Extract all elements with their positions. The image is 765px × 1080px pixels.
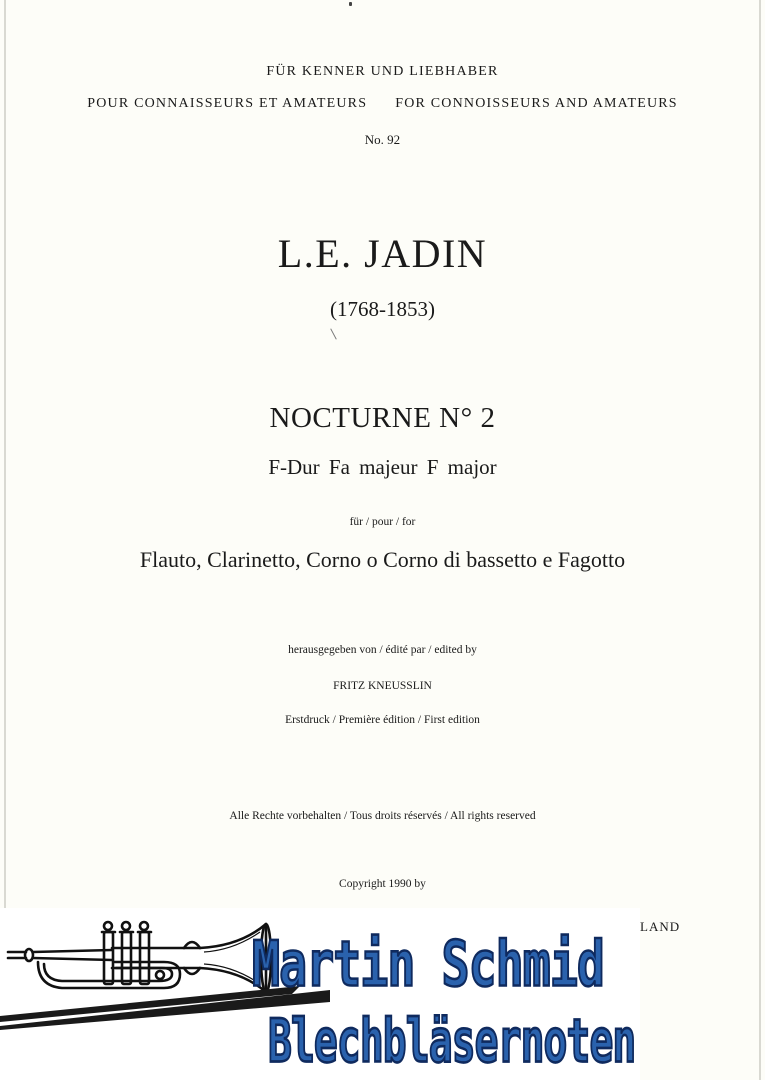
composer-name: L.E. JADIN [277, 231, 488, 276]
edited-by-label: herausgegeben von / édité par / edited by [288, 644, 477, 656]
composer-dates: (1768-1853) [330, 297, 435, 321]
series-title-de: FÜR KENNER UND LIEBHABER [266, 64, 499, 79]
series-title-fr: POUR CONNAISSEURS ET AMATEURS [87, 96, 368, 111]
publisher-name-fragment: LAND [640, 919, 681, 934]
rights-notice: Alle Rechte vorbehalten / Tous droits réservés / All rights reserved [229, 810, 536, 822]
page-edge-right [759, 0, 761, 1080]
series-number: No. 92 [364, 132, 401, 147]
instrumentation: Flauto, Clarinetto, Corno o Corno di bassetto e Fagotto [139, 547, 626, 572]
editor-name: FRITZ KNEUSSLIN [333, 680, 432, 692]
banner-title: Martin Schmid [252, 928, 604, 1001]
series-title-en: FOR CONNOISSEURS AND AMATEURS [395, 96, 678, 111]
print-speck [349, 2, 352, 6]
banner-subtitle: Blechbläsernoten [268, 1006, 636, 1076]
series-title-fr-en [0, 96, 765, 112]
dealer-banner [0, 908, 640, 1080]
pen-mark [330, 328, 337, 339]
for-label: für / pour / for [349, 516, 416, 528]
first-edition-label: Erstdruck / Première édition / First edition [285, 714, 480, 726]
copyright-line: Copyright 1990 by [339, 878, 426, 890]
work-title: NOCTURNE N° 2 [269, 402, 496, 434]
work-key: F-Dur Fa majeur F major [268, 455, 497, 479]
